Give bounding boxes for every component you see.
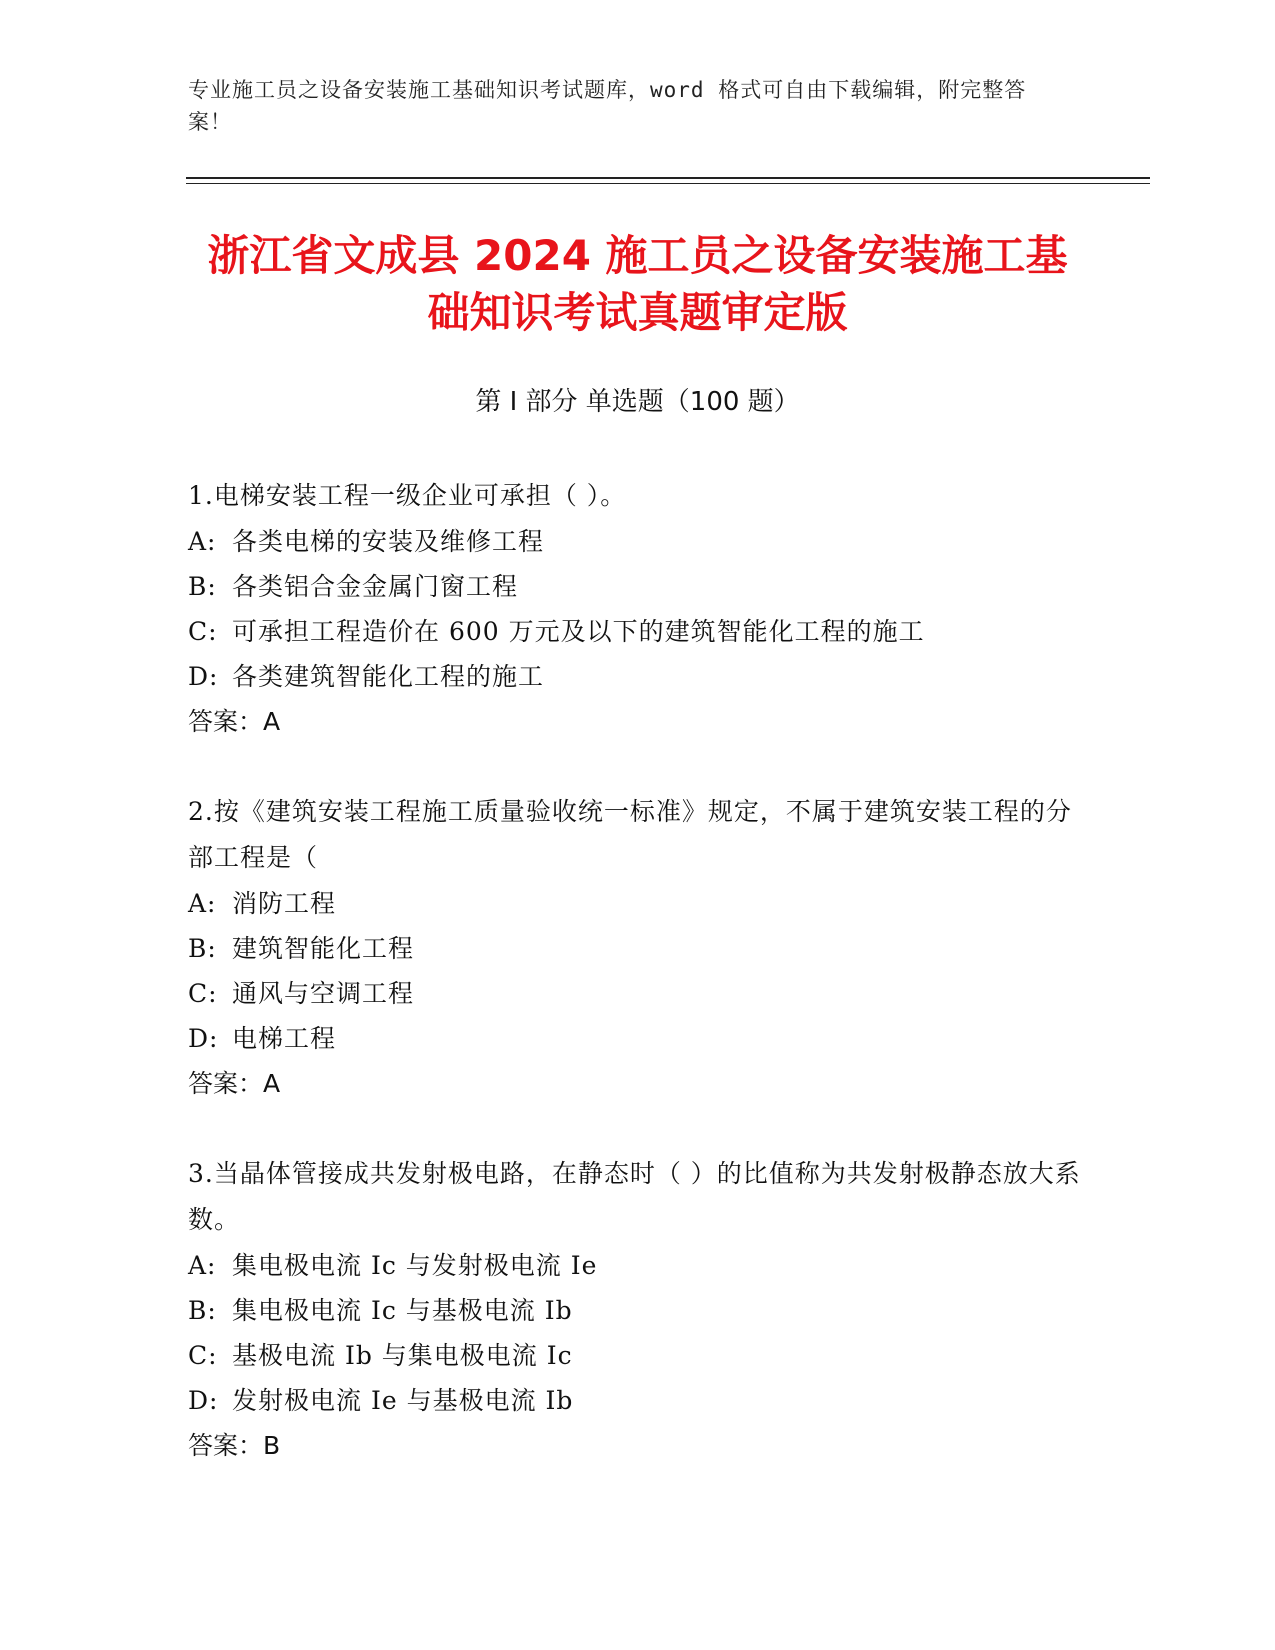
- option-key: B:: [188, 934, 217, 963]
- document-title-line-2: 础知识考试真题审定版: [427, 288, 848, 337]
- question-stem: 3.当晶体管接成共发射极电路，在静态时（ ）的比值称为共发射极静态放大系数。: [188, 1159, 1081, 1234]
- option-text: 基极电流 Ib 与集电极电流 Ic: [232, 1341, 573, 1370]
- option-b: [188, 564, 1088, 609]
- option-key: B:: [188, 572, 217, 601]
- option-d: [188, 1016, 1088, 1061]
- answer-line: 答案：B: [188, 1431, 281, 1460]
- option-a: [188, 1243, 1088, 1288]
- option-text: 各类电梯的安装及维修工程: [232, 527, 545, 556]
- option-key: D:: [188, 1386, 219, 1415]
- question-3: [188, 1151, 1088, 1469]
- option-b: [188, 1288, 1088, 1333]
- header-note: 专业施工员之设备安装施工基础知识考试题库，word 格式可自由下载编辑，附完整答案！: [188, 78, 1027, 134]
- document-title: [150, 227, 1125, 341]
- question-stem: 2.按《建筑安装工程施工质量验收统一标准》规定，不属于建筑安装工程的分部工程是（: [188, 797, 1072, 872]
- question-list: [188, 473, 1088, 1513]
- option-text: 各类建筑智能化工程的施工: [232, 662, 545, 691]
- option-c: [188, 971, 1088, 1016]
- option-key: A:: [188, 1251, 217, 1280]
- question-2: [188, 789, 1088, 1107]
- option-text: 建筑智能化工程: [232, 934, 415, 963]
- option-d: [188, 1378, 1088, 1423]
- option-a: [188, 519, 1088, 564]
- option-key: A:: [188, 527, 217, 556]
- option-text: 消防工程: [232, 889, 337, 918]
- option-text: 集电极电流 Ic 与基极电流 Ib: [232, 1296, 573, 1325]
- option-text: 可承担工程造价在 600 万元及以下的建筑智能化工程的施工: [232, 617, 925, 646]
- option-text: 集电极电流 Ic 与发射极电流 Ie: [232, 1251, 598, 1280]
- option-c: [188, 1333, 1088, 1378]
- option-key: A:: [188, 889, 217, 918]
- question-1: [188, 473, 1088, 745]
- option-key: C:: [188, 617, 218, 646]
- option-text: 发射极电流 Ie 与基极电流 Ib: [232, 1386, 574, 1415]
- option-a: [188, 881, 1088, 926]
- header-rule-thin: [186, 183, 1150, 184]
- header-rule-thick: [186, 177, 1150, 179]
- option-key: D:: [188, 1024, 219, 1053]
- answer-line: 答案：A: [188, 707, 281, 736]
- option-text: 通风与空调工程: [232, 979, 415, 1008]
- option-c: [188, 609, 1088, 654]
- option-d: [188, 654, 1088, 699]
- document-title-line-1: 浙江省文成县 2024 施工员之设备安装施工基: [207, 231, 1068, 280]
- option-key: B:: [188, 1296, 217, 1325]
- option-key: C:: [188, 1341, 218, 1370]
- option-key: C:: [188, 979, 218, 1008]
- option-text: 各类铝合金金属门窗工程: [232, 572, 519, 601]
- question-stem: 1.电梯安装工程一级企业可承担（ ）。: [188, 481, 627, 510]
- option-key: D:: [188, 662, 219, 691]
- section-title: 第 I 部分 单选题（100 题）: [475, 387, 800, 417]
- answer-line: 答案：A: [188, 1069, 281, 1098]
- option-b: [188, 926, 1088, 971]
- option-text: 电梯工程: [232, 1024, 337, 1053]
